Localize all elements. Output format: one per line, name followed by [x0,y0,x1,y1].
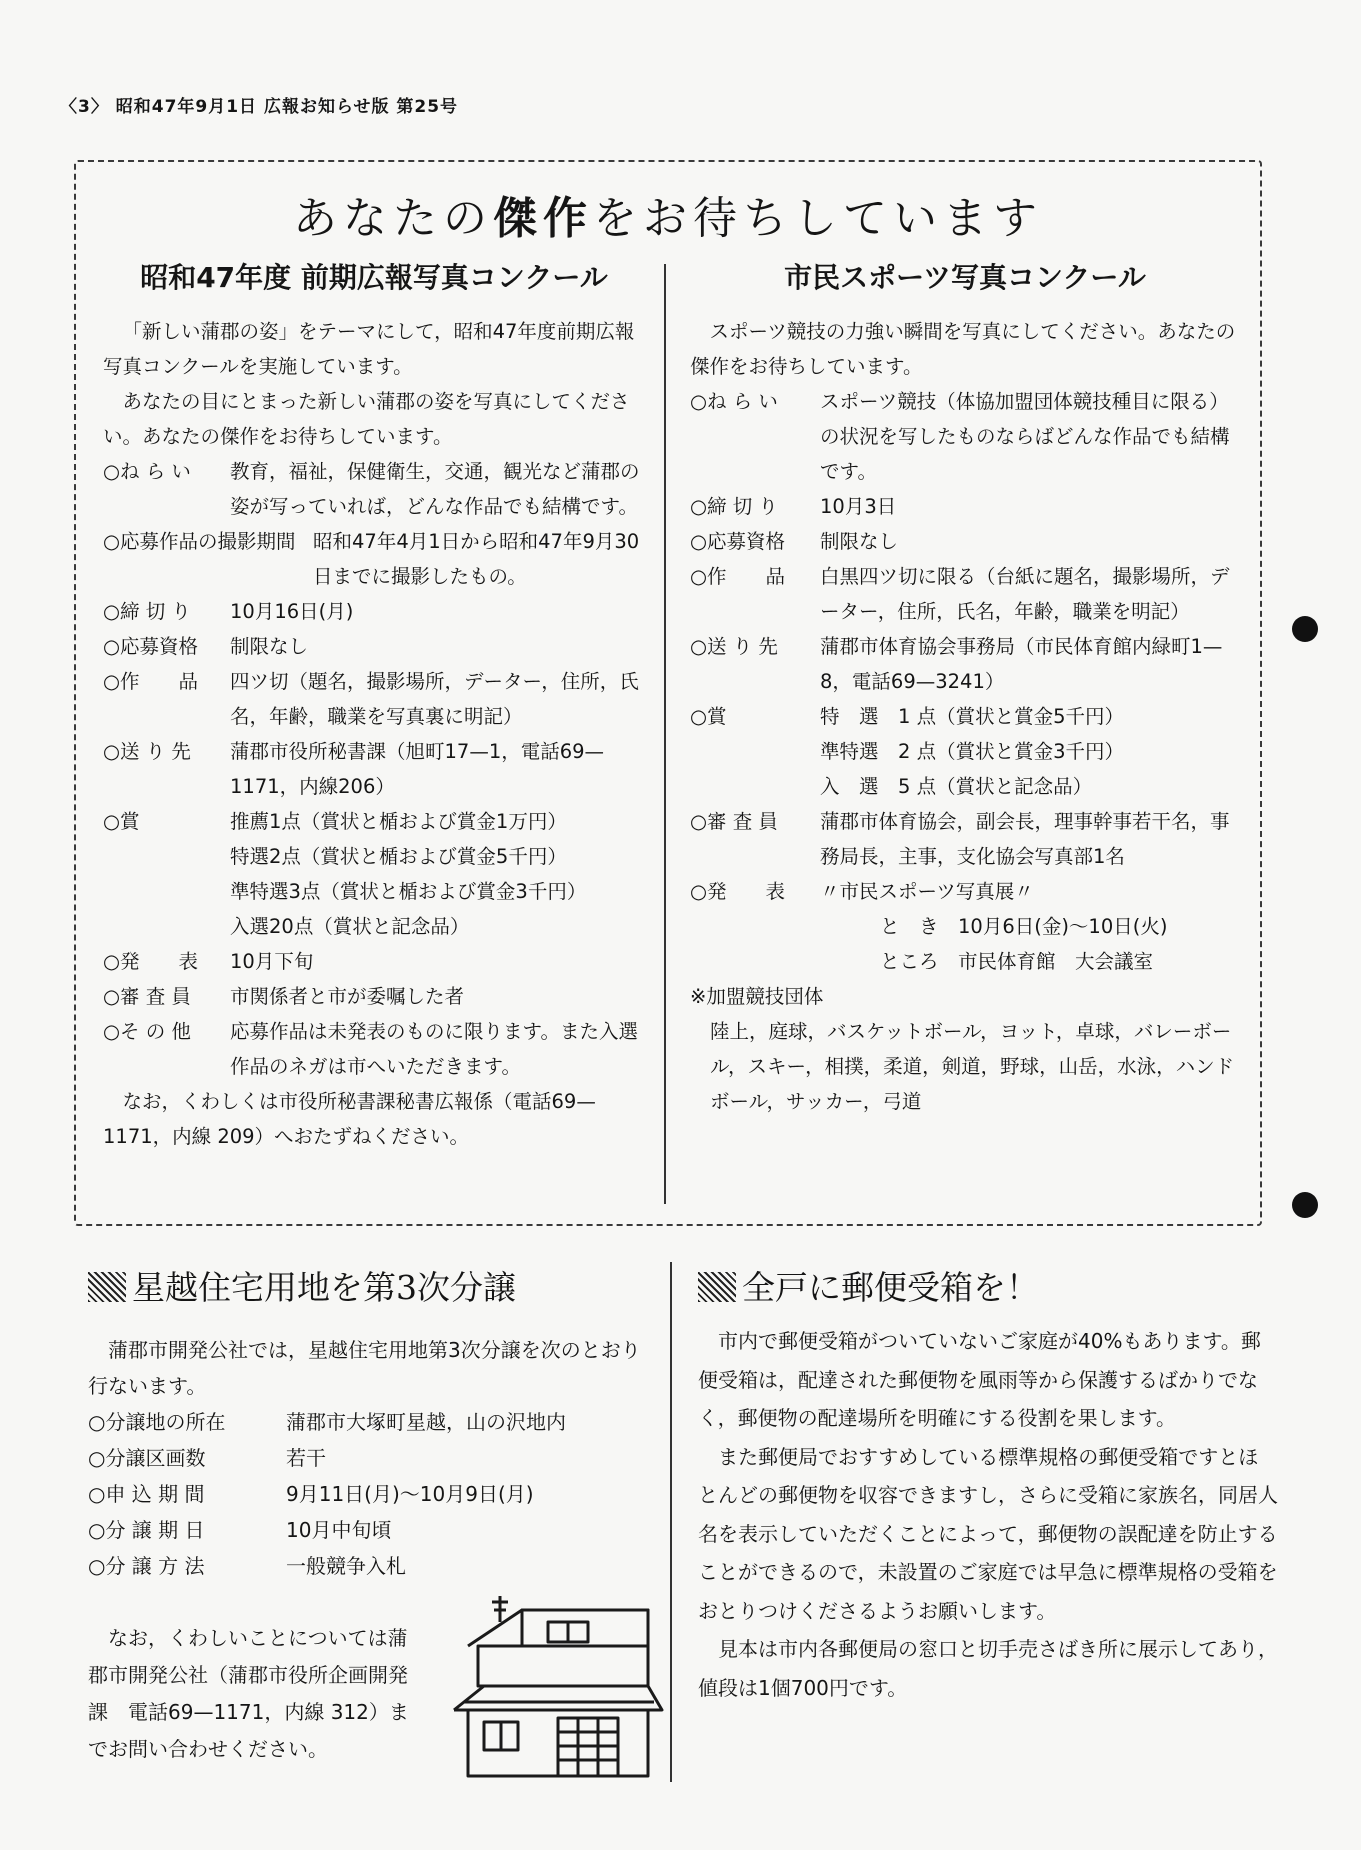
aim-item: ○ね ら い 教育，福祉，保健衛生，交通，観光など蒲郡の姿が写っていれば，どんな作品でも結構です。 [103,460,640,518]
hatch-mark [698,1272,736,1302]
housing-intro: 蒲郡市開発公社では，星越住宅用地第3次分譲を次のとおり行ないます。 [88,1338,641,1398]
send-item: ○送 り 先 蒲郡市役所秘書課（旭町17—1，電話69—1171，内線206） [103,740,605,798]
mailbox-section [698,1322,1278,1707]
judges-item: ○審 査 員 蒲郡市体育協会，副会長，理事幹事若干名，事務局長，主事，支化協会写真部1名 [690,810,1230,868]
intro-paragraph: スポーツ競技の力強い瞬間を写真にしてください。あなたの傑作をお待ちしています。 [690,320,1236,378]
exhibit-when: と き 10月6日(金)〜10日(火) [880,915,1168,938]
housing-date: ○分 譲 期 日 10月中旬頃 [88,1518,392,1542]
housing-note: なお，くわしいことについては蒲郡市開発公社（蒲郡市役所企画開発課 電話69—1171，内線 312）までお問い合わせください。 [88,1626,409,1761]
housing-lots: ○分譲区画数 若干 [88,1446,326,1470]
photo-contest-section [103,258,645,1154]
housing-section [88,1332,648,1584]
page-header: 〈3〉 昭和47年9月1日 広報お知らせ版 第25号 [60,97,459,117]
mailbox-title: 全戸に郵便受箱を！ [698,1262,1039,1309]
announce-item: ○発 表 〃市民スポーツ写真展〃 [690,880,1034,903]
punch-hole [1292,1192,1318,1218]
judges-item: ○審 査 員 市関係者と市が委嘱した者 [103,985,465,1008]
main-title: あなたの傑作をお待ちしています [293,193,1043,244]
mailbox-paragraph: 見本は市内各郵便局の窓口と切手売さばき所に展示してあり，値段は1個700円です。 [698,1637,1278,1700]
prize-line: 準特選 2 点（賞状と賞金3千円） [820,740,1125,763]
prize-line: 準特選3点（賞状と楯および賞金3千円） [230,880,587,903]
mailbox-paragraph: 市内で郵便受箱がついていないご家庭が40%もあります。郵便受箱は，配達された郵便物を風雨等から保護するばかりでなく，郵便物の配達場所を明確にする役割を果します。 [698,1329,1261,1430]
intro-paragraph: 「新しい蒲郡の姿」をテーマにして，昭和47年度前期広報写真コンクールを実施しています。 [103,320,635,378]
contact-paragraph: なお，くわしくは市役所秘書課秘書広報係（電話69—1171，内線 209）へおたずねください。 [103,1090,596,1148]
work-item: ○作 品 白黒四ツ切に限る（台紙に題名，撮影場所，データー，住所，氏名，年齢，職業を明記） [690,565,1230,623]
eligibility-item: ○応募資格 制限なし [690,530,899,553]
housing-apply: ○申 込 期 間 9月11日(月)〜10月9日(月) [88,1482,534,1506]
column-divider [670,1262,672,1782]
punch-hole [1292,616,1318,642]
deadline-item: ○締 切 り 10月16日(月) [103,600,354,623]
groups-title: ※加盟競技団体 [690,985,824,1008]
work-item: ○作 品 四ツ切（題名，撮影場所，データー，住所，氏名，年齢，職業を写真裏に明記） [103,670,639,728]
prize-line: 入選20点（賞状と記念品） [230,915,470,938]
housing-title: 星越住宅用地を第3次分譲 [88,1262,516,1309]
sports-contest-heading: 市民スポーツ写真コンクール [784,261,1146,294]
house-illustration [448,1582,668,1782]
announce-item: ○発 表 10月下旬 [103,950,314,973]
intro-paragraph: あなたの目にとまった新しい蒲郡の姿を写真にしてください。あなたの傑作をお待ちしています。 [103,390,630,448]
sports-contest-section [690,258,1240,1119]
exhibit-where: ところ 市民体育館 大会議室 [880,950,1154,973]
aim-item: ○ね ら い スポーツ競技（体協加盟団体競技種目に限る）の状況を写したものならばどんな作品でも結構です。 [690,390,1230,483]
photo-contest-heading: 昭和47年度 前期広報写真コンクール [140,261,608,294]
mailbox-paragraph: また郵便局でおすすめしている標準規格の郵便受箱ですとほとんどの郵便物を収容できますし，さらに受箱に家族名，同居人名を表示していただくことによって，郵便物の誤配達を防止することができるので，未設置のご家庭では早急に標準規格の受箱をおとりつけくださるようお願いします。 [698,1444,1278,1623]
groups-list: 陸上，庭球，バスケットボール，ヨット，卓球，バレーボール，スキー，相撲，柔道，剣道，野球，山岳，水泳，ハンドボール，サッカー，弓道 [710,1020,1235,1113]
period-item: ○応募作品の撮影期間 昭和47年4月1日から昭和47年9月30日までに撮影したもの。 [103,530,640,588]
prize-line: 入 選 5 点（賞状と記念品） [820,775,1093,798]
deadline-item: ○締 切 り 10月3日 [690,495,897,518]
hatch-mark [88,1272,126,1302]
prize-line: 特選2点（賞状と楯および賞金5千円） [230,845,567,868]
eligibility-item: ○応募資格 制限なし [103,635,309,658]
housing-method: ○分 譲 方 法 一般競争入札 [88,1554,406,1578]
prize-item: ○賞 特 選 1 点（賞状と賞金5千円） [690,705,1125,728]
housing-location: ○分譲地の所在 蒲郡市大塚町星越，山の沢地内 [88,1410,566,1434]
column-divider [664,264,666,1204]
send-item: ○送 り 先 蒲郡市体育協会事務局（市民体育館内緑町1—8，電話69—3241） [690,635,1223,693]
prize-item: ○賞 推薦1点（賞状と楯および賞金1万円） [103,810,567,833]
other-item: ○そ の 他 応募作品は未発表のものに限ります。また入選作品のネガは市へいただきます。 [103,1020,638,1078]
